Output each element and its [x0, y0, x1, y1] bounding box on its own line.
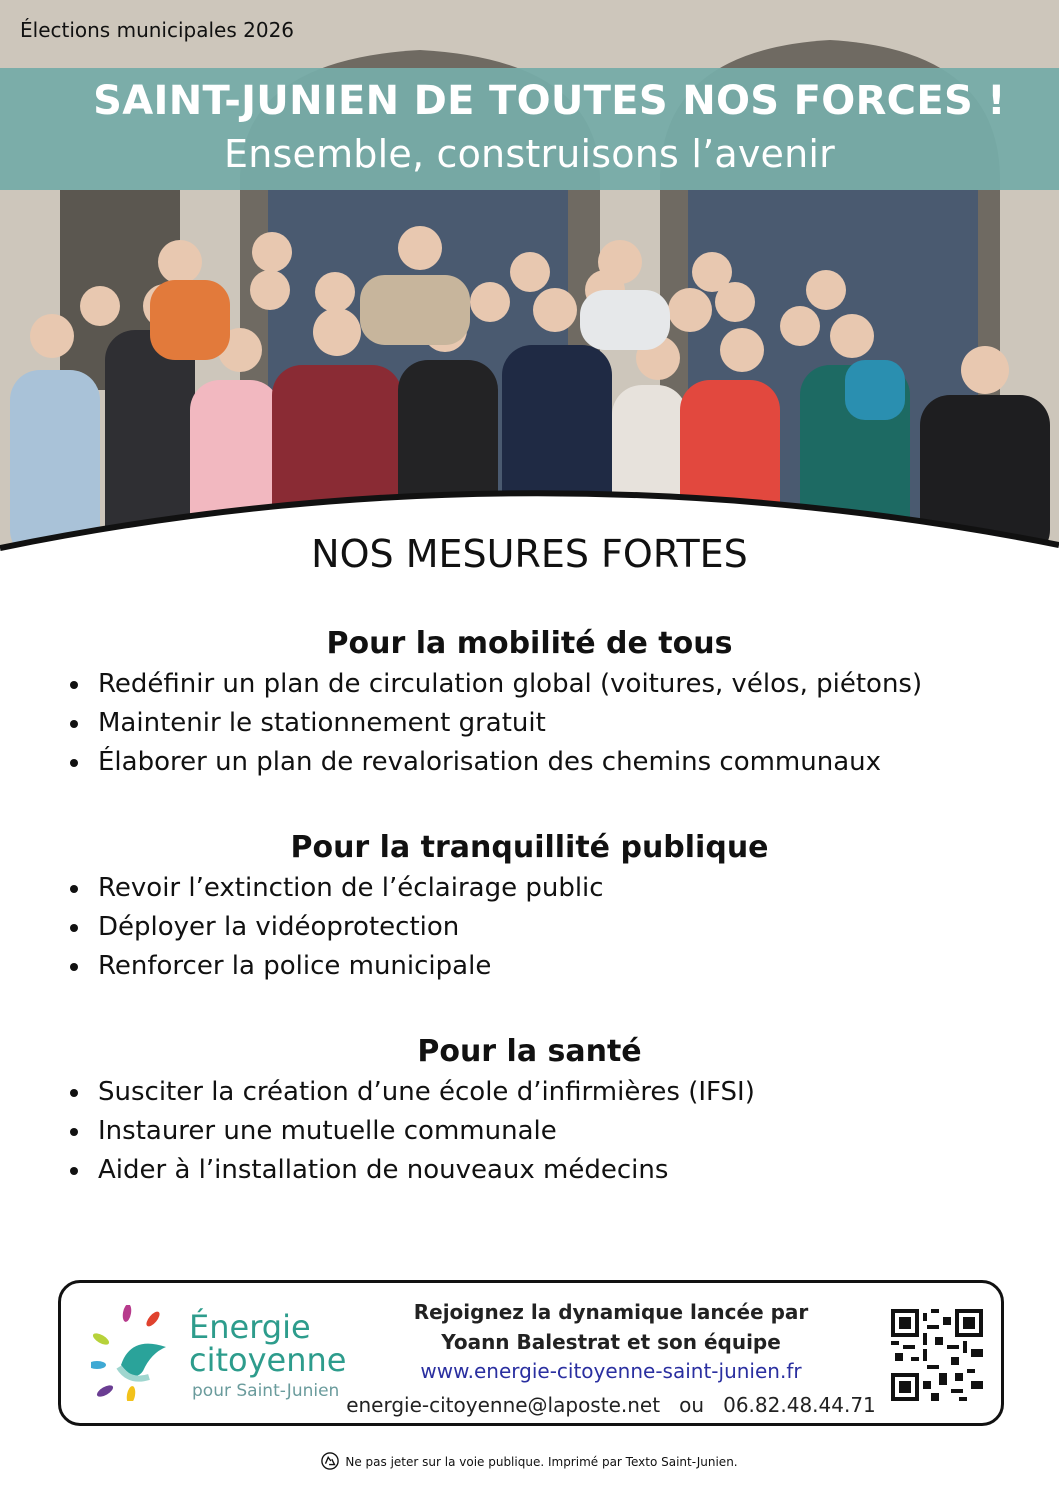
fine-print-text: Ne pas jeter sur la voie publique. Imprimé par Texto Saint-Junien.	[345, 1455, 738, 1469]
section-health	[0, 1034, 1059, 1190]
measure-list	[0, 665, 1059, 782]
measure-list	[0, 1073, 1059, 1190]
recycle-icon	[321, 1452, 339, 1470]
measure-list	[0, 869, 1059, 986]
list-item: Maintenir le stationnement gratuit	[0, 704, 1059, 743]
headline-banner	[0, 68, 1059, 190]
list-item: Susciter la création d’une école d’infirmières (IFSI)	[0, 1073, 1059, 1112]
join-message	[361, 1297, 861, 1357]
measures-title: NOS MESURES FORTES	[311, 532, 748, 576]
contact-box	[58, 1280, 1004, 1426]
logo-line-3: pour Saint-Junien	[192, 1381, 340, 1401]
page-title: SAINT-JUNIEN DE TOUTES NOS FORCES !	[93, 78, 1006, 124]
logo-line-1: Énergie	[189, 1308, 311, 1346]
logo-wordmark	[189, 1308, 347, 1401]
list-item: Aider à l’installation de nouveaux médecins	[0, 1151, 1059, 1190]
website-link[interactable]: www.energie-citoyenne-saint-junien.fr	[420, 1359, 802, 1383]
section-mobility	[0, 626, 1059, 782]
list-item: Élaborer un plan de revalorisation des chemins communaux	[0, 743, 1059, 782]
qr-code-icon[interactable]	[891, 1309, 983, 1401]
list-item: Renforcer la police municipale	[0, 947, 1059, 986]
contact-info[interactable]: energie-citoyenne@laposte.net ou 06.82.48.44.71	[346, 1393, 876, 1417]
election-label: Élections municipales 2026	[20, 18, 295, 42]
list-item: Revoir l’extinction de l’éclairage public	[0, 869, 1059, 908]
join-line-1: Rejoignez la dynamique lancée par	[413, 1300, 809, 1324]
sun-logo-icon	[91, 1305, 187, 1401]
logo-line-2: citoyenne	[189, 1341, 347, 1379]
section-heading: Pour la mobilité de tous	[326, 626, 733, 661]
section-heading: Pour la tranquillité publique	[290, 830, 769, 865]
join-line-2: Yoann Balestrat et son équipe	[441, 1330, 781, 1354]
list-item: Redéfinir un plan de circulation global (voitures, vélos, piétons)	[0, 665, 1059, 704]
section-public-safety	[0, 830, 1059, 986]
list-item: Déployer la vidéoprotection	[0, 908, 1059, 947]
fine-print	[0, 1452, 1059, 1470]
list-item: Instaurer une mutuelle communale	[0, 1112, 1059, 1151]
page-subtitle: Ensemble, construisons l’avenir	[224, 132, 835, 176]
section-heading: Pour la santé	[417, 1034, 642, 1069]
